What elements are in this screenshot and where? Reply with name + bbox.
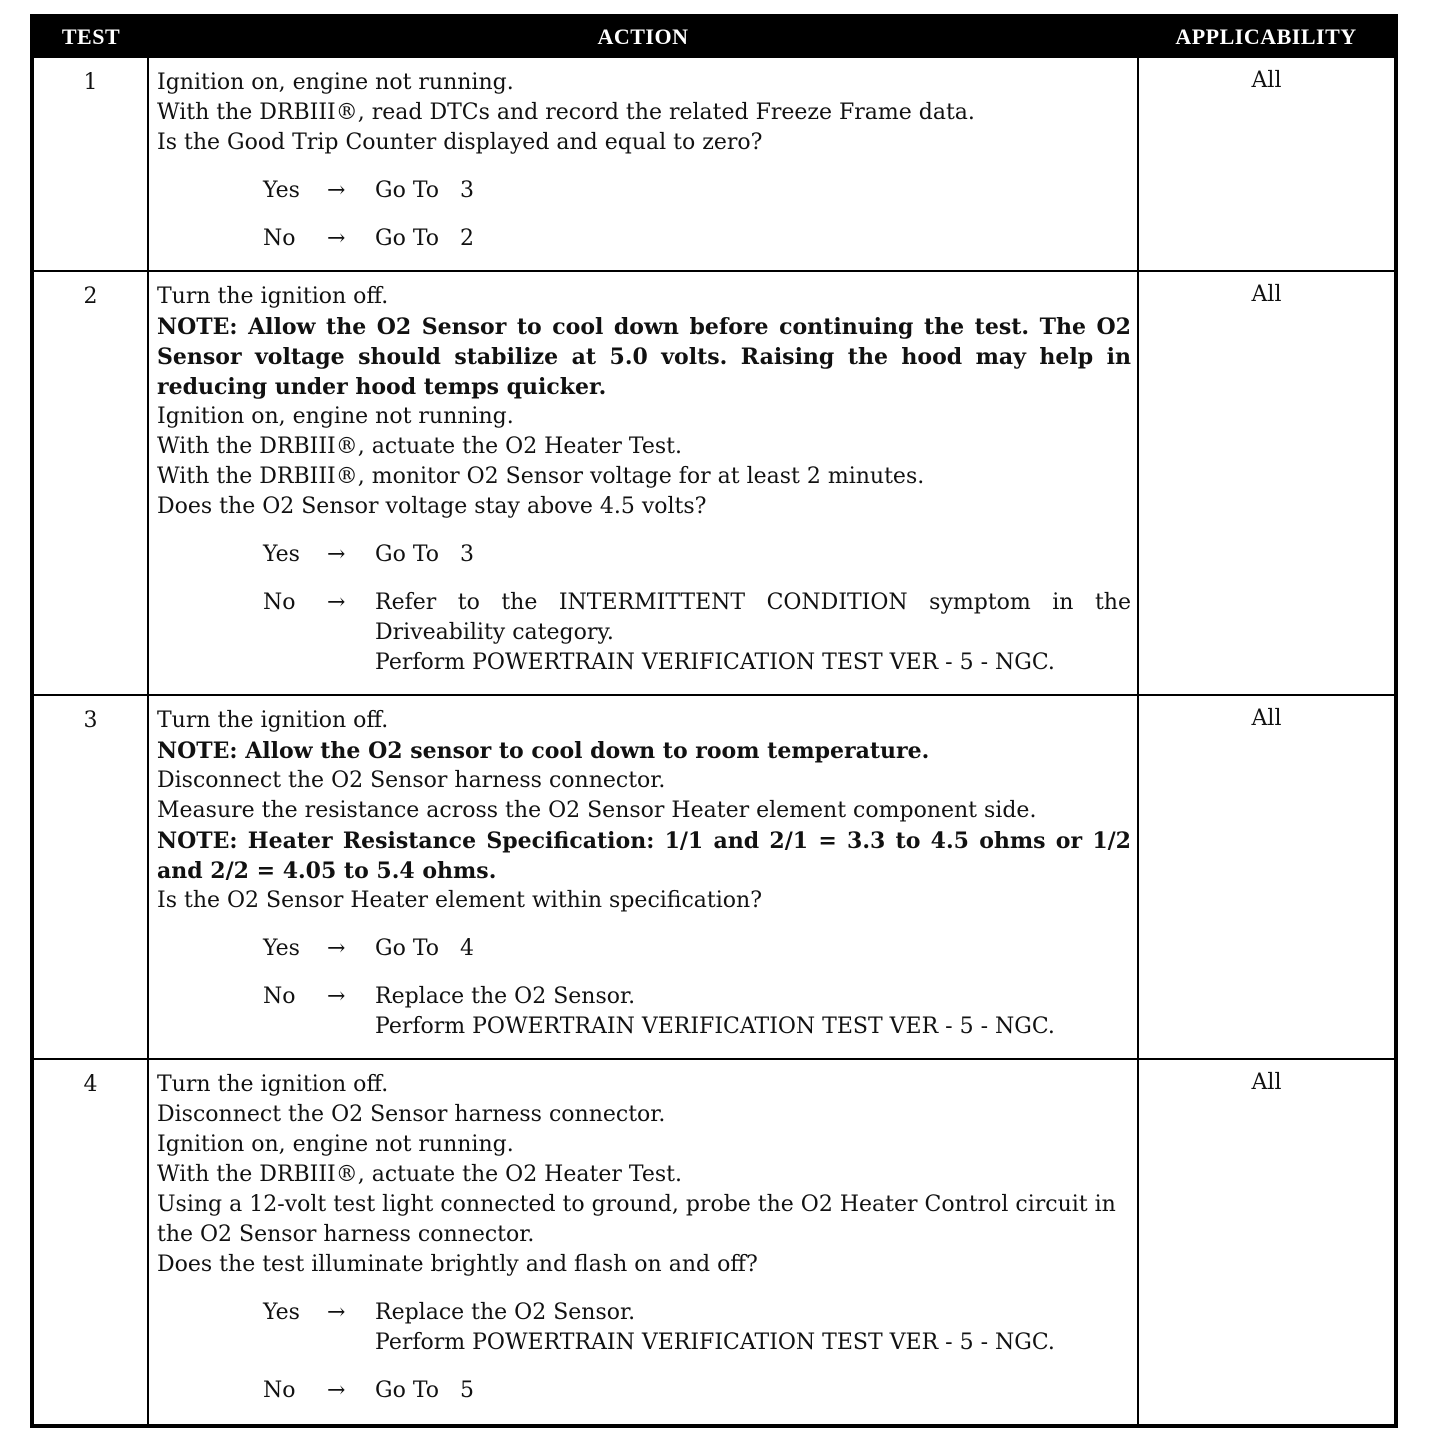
table-row xyxy=(32,695,1396,1059)
branch-result xyxy=(375,588,1131,678)
branch-yes xyxy=(263,540,1131,570)
branch-result xyxy=(375,176,1131,206)
table-header-row xyxy=(32,16,1396,57)
arrow-icon: → xyxy=(327,226,346,251)
test-number: 3 xyxy=(32,695,148,1059)
result-line: Refer to the INTERMITTENT CONDITION symptom in the Driveability category. xyxy=(375,590,1131,645)
action-line: With the DRBIII®, read DTCs and record the related Freeze Frame data. xyxy=(157,100,975,125)
note-text: NOTE: Allow the O2 sensor to cool down to room temperature. xyxy=(157,738,930,764)
action-line: Ignition on, engine not running. xyxy=(157,1132,514,1157)
branch-label: Yes xyxy=(263,1300,300,1325)
arrow-icon: → xyxy=(327,984,346,1009)
arrow-icon: → xyxy=(327,542,346,567)
action-line: Disconnect the O2 Sensor harness connector. xyxy=(157,1102,666,1127)
branch-yes xyxy=(263,176,1131,206)
branch-result xyxy=(375,540,1131,570)
branch-result xyxy=(375,224,1131,254)
test-number: 4 xyxy=(32,1059,148,1426)
header-applicability: APPLICABILITY xyxy=(1138,16,1396,57)
branch-no xyxy=(263,982,1131,1042)
action-line: With the DRBIII®, actuate the O2 Heater Test. xyxy=(157,434,682,459)
table-row xyxy=(32,271,1396,695)
result-line: Perform POWERTRAIN VERIFICATION TEST VER - 5 - NGC. xyxy=(375,1330,1055,1355)
action-line: With the DRBIII®, monitor O2 Sensor voltage for at least 2 minutes. xyxy=(157,464,925,489)
result-line: Replace the O2 Sensor. xyxy=(375,984,636,1009)
action-line: Ignition on, engine not running. xyxy=(157,404,514,429)
branch-result xyxy=(375,1298,1131,1358)
branch-result xyxy=(375,982,1131,1042)
arrow-icon: → xyxy=(327,178,346,203)
branch-label: No xyxy=(263,1378,296,1403)
action-cell xyxy=(148,1059,1138,1426)
action-cell xyxy=(148,695,1138,1059)
action-line: With the DRBIII®, actuate the O2 Heater Test. xyxy=(157,1162,682,1187)
applicability-value: All xyxy=(1138,271,1396,695)
result-line: Go To 3 xyxy=(375,178,474,203)
result-line: Go To 2 xyxy=(375,226,474,251)
branch-label: Yes xyxy=(263,542,300,567)
branch-label: Yes xyxy=(263,178,300,203)
action-line: Using a 12-volt test light connected to ground, probe the O2 Heater Control circuit in the O2 Sensor harness connector. xyxy=(157,1192,1116,1247)
result-line: Go To 4 xyxy=(375,936,474,961)
test-number: 1 xyxy=(32,57,148,271)
table-row xyxy=(32,1059,1396,1426)
note-text: NOTE: Allow the O2 Sensor to cool down before continuing the test. The O2 Sensor voltage should stabilize at 5.0 volts. Raising the hood may help in reducing under hood temps quicker. xyxy=(157,314,1131,400)
action-line: Does the test illuminate brightly and flash on and off? xyxy=(157,1252,758,1277)
branch-yes xyxy=(263,934,1131,964)
branch-label: No xyxy=(263,226,296,251)
arrow-icon: → xyxy=(327,590,346,615)
branch-label: No xyxy=(263,984,296,1009)
action-line: Is the O2 Sensor Heater element within specification? xyxy=(157,888,762,913)
branch-yes xyxy=(263,1298,1131,1358)
test-number: 2 xyxy=(32,271,148,695)
applicability-value: All xyxy=(1138,57,1396,271)
arrow-icon: → xyxy=(327,1378,346,1403)
result-line: Perform POWERTRAIN VERIFICATION TEST VER - 5 - NGC. xyxy=(375,650,1055,675)
header-test: TEST xyxy=(32,16,148,57)
result-line: Go To 5 xyxy=(375,1378,474,1403)
action-line: Disconnect the O2 Sensor harness connector. xyxy=(157,768,666,793)
applicability-value: All xyxy=(1138,695,1396,1059)
table-row xyxy=(32,57,1396,271)
action-cell xyxy=(148,57,1138,271)
action-line: Turn the ignition off. xyxy=(157,284,389,309)
branch-no xyxy=(263,224,1131,254)
arrow-icon: → xyxy=(327,936,346,961)
applicability-value: All xyxy=(1138,1059,1396,1426)
arrow-icon: → xyxy=(327,1300,346,1325)
result-line: Perform POWERTRAIN VERIFICATION TEST VER - 5 - NGC. xyxy=(375,1014,1055,1039)
diagnostic-test-table xyxy=(30,14,1398,1428)
branch-no xyxy=(263,588,1131,678)
action-line: Does the O2 Sensor voltage stay above 4.5 volts? xyxy=(157,494,707,519)
action-line: Turn the ignition off. xyxy=(157,708,389,733)
header-action: ACTION xyxy=(148,16,1138,57)
action-line: Measure the resistance across the O2 Sensor Heater element component side. xyxy=(157,798,1037,823)
result-line: Go To 3 xyxy=(375,542,474,567)
action-line: Turn the ignition off. xyxy=(157,1072,389,1097)
note-text: NOTE: Heater Resistance Specification: 1/1 and 2/1 = 3.3 to 4.5 ohms or 1/2 and 2/2 = 4.05 to 5.4 ohms. xyxy=(157,828,1131,884)
branch-label: No xyxy=(263,590,296,615)
result-line: Replace the O2 Sensor. xyxy=(375,1300,636,1325)
action-line: Ignition on, engine not running. xyxy=(157,70,514,95)
action-line: Is the Good Trip Counter displayed and equal to zero? xyxy=(157,130,763,155)
action-cell xyxy=(148,271,1138,695)
branch-label: Yes xyxy=(263,936,300,961)
branch-no xyxy=(263,1376,1131,1406)
branch-result xyxy=(375,1376,1131,1406)
branch-result xyxy=(375,934,1131,964)
